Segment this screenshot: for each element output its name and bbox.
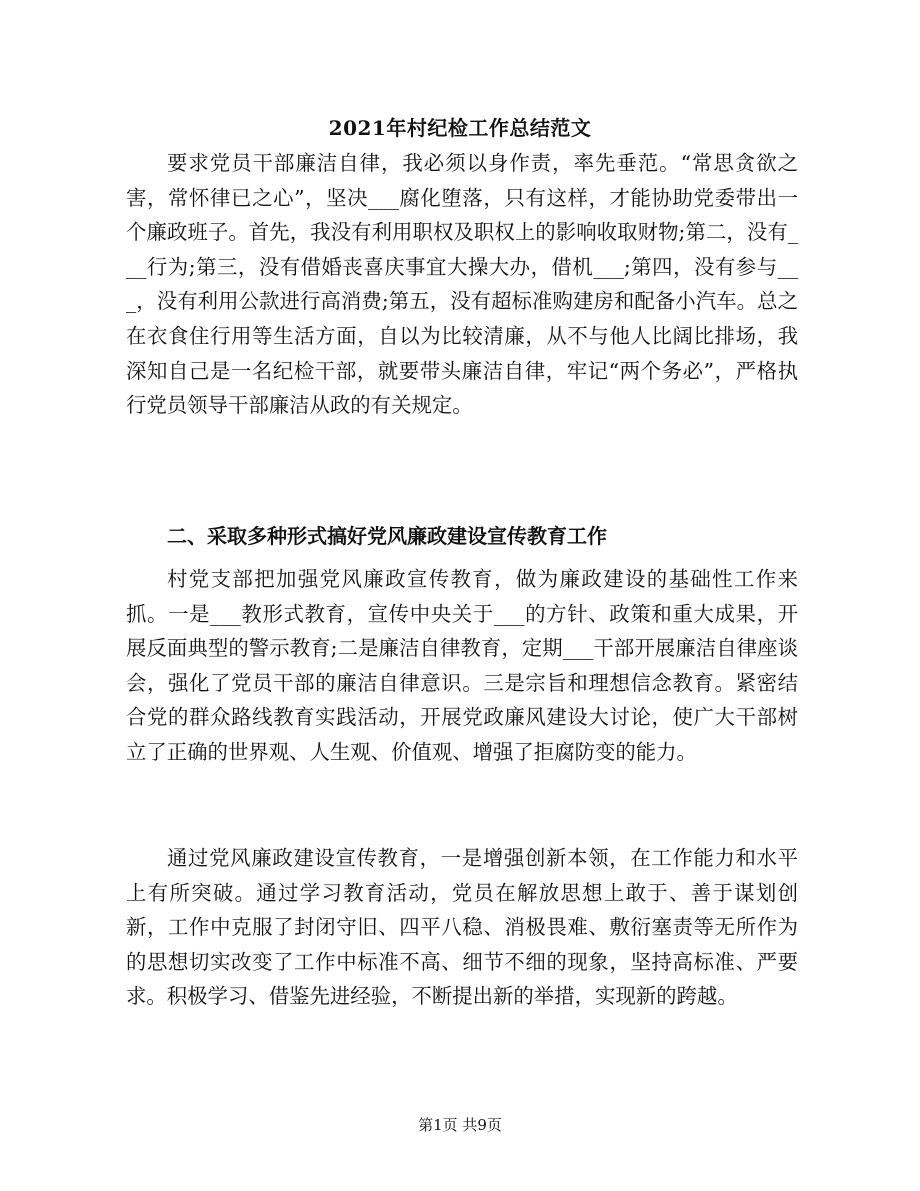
paragraph-education: 村党支部把加强党风廉政宣传教育，做为廉政建设的基础性工作来抓。一是___教形式教育，宣传中央关于___的方针、政策和重大成果，开展反面典型的警示教育;二是廉洁自律教育，定期___干部开展廉洁自律座谈会，强化了党员干部的廉洁自律意识。三是宗旨和理想信念教育。紧密结合党的群众路线教育实践活动，开展党政廉风建设大讨论，使广大干部树立了正确的世界观、人生观、价值观、增强了拒腐防变的能力。 xyxy=(126,567,798,764)
paragraph-results: 通过党风廉政建设宣传教育，一是增强创新本领，在工作能力和水平上有所突破。通过学习教育活动，党员在解放思想上敢于、善于谋划创新，工作中克服了封闭守旧、四平八稳、消极畏难、敷衍塞责等无所作为的思想切实改变了工作中标准不高、细节不细的现象，坚持高标准、严要求。积极学习、借鉴先进经验，不断提出新的举措，实现新的跨越。 xyxy=(126,846,798,1009)
section-heading: 二、采取多种形式搞好党风廉政建设宣传教育工作 xyxy=(167,524,607,548)
document-title: 2021年村纪检工作总结范文 xyxy=(328,116,592,140)
page-number: 第1页 共9页 xyxy=(418,1116,502,1134)
paragraph-self-discipline: 要求党员干部廉洁自律，我必须以身作责，率先垂范。“常思贪欲之害，常怀律已之心”，坚决___腐化堕落，只有这样，才能协助党委带出一个廉政班子。首先，我没有利用职权及职权上的影响收取财物;第二，没有___行为;第三，没有借婚丧喜庆事宜大操大办，借机___;第四，没有参与___，没有利用公款进行高消费;第五，没有超标准购建房和配备小汽车。总之在衣食住行用等生活方面，自以为比较清廉，从不与他人比阔比排场，我深知自己是一名纪检干部，就要带头廉洁自律，牢记“两个务必”，严格执行党员领导干部廉洁从政的有关规定。 xyxy=(126,151,798,418)
